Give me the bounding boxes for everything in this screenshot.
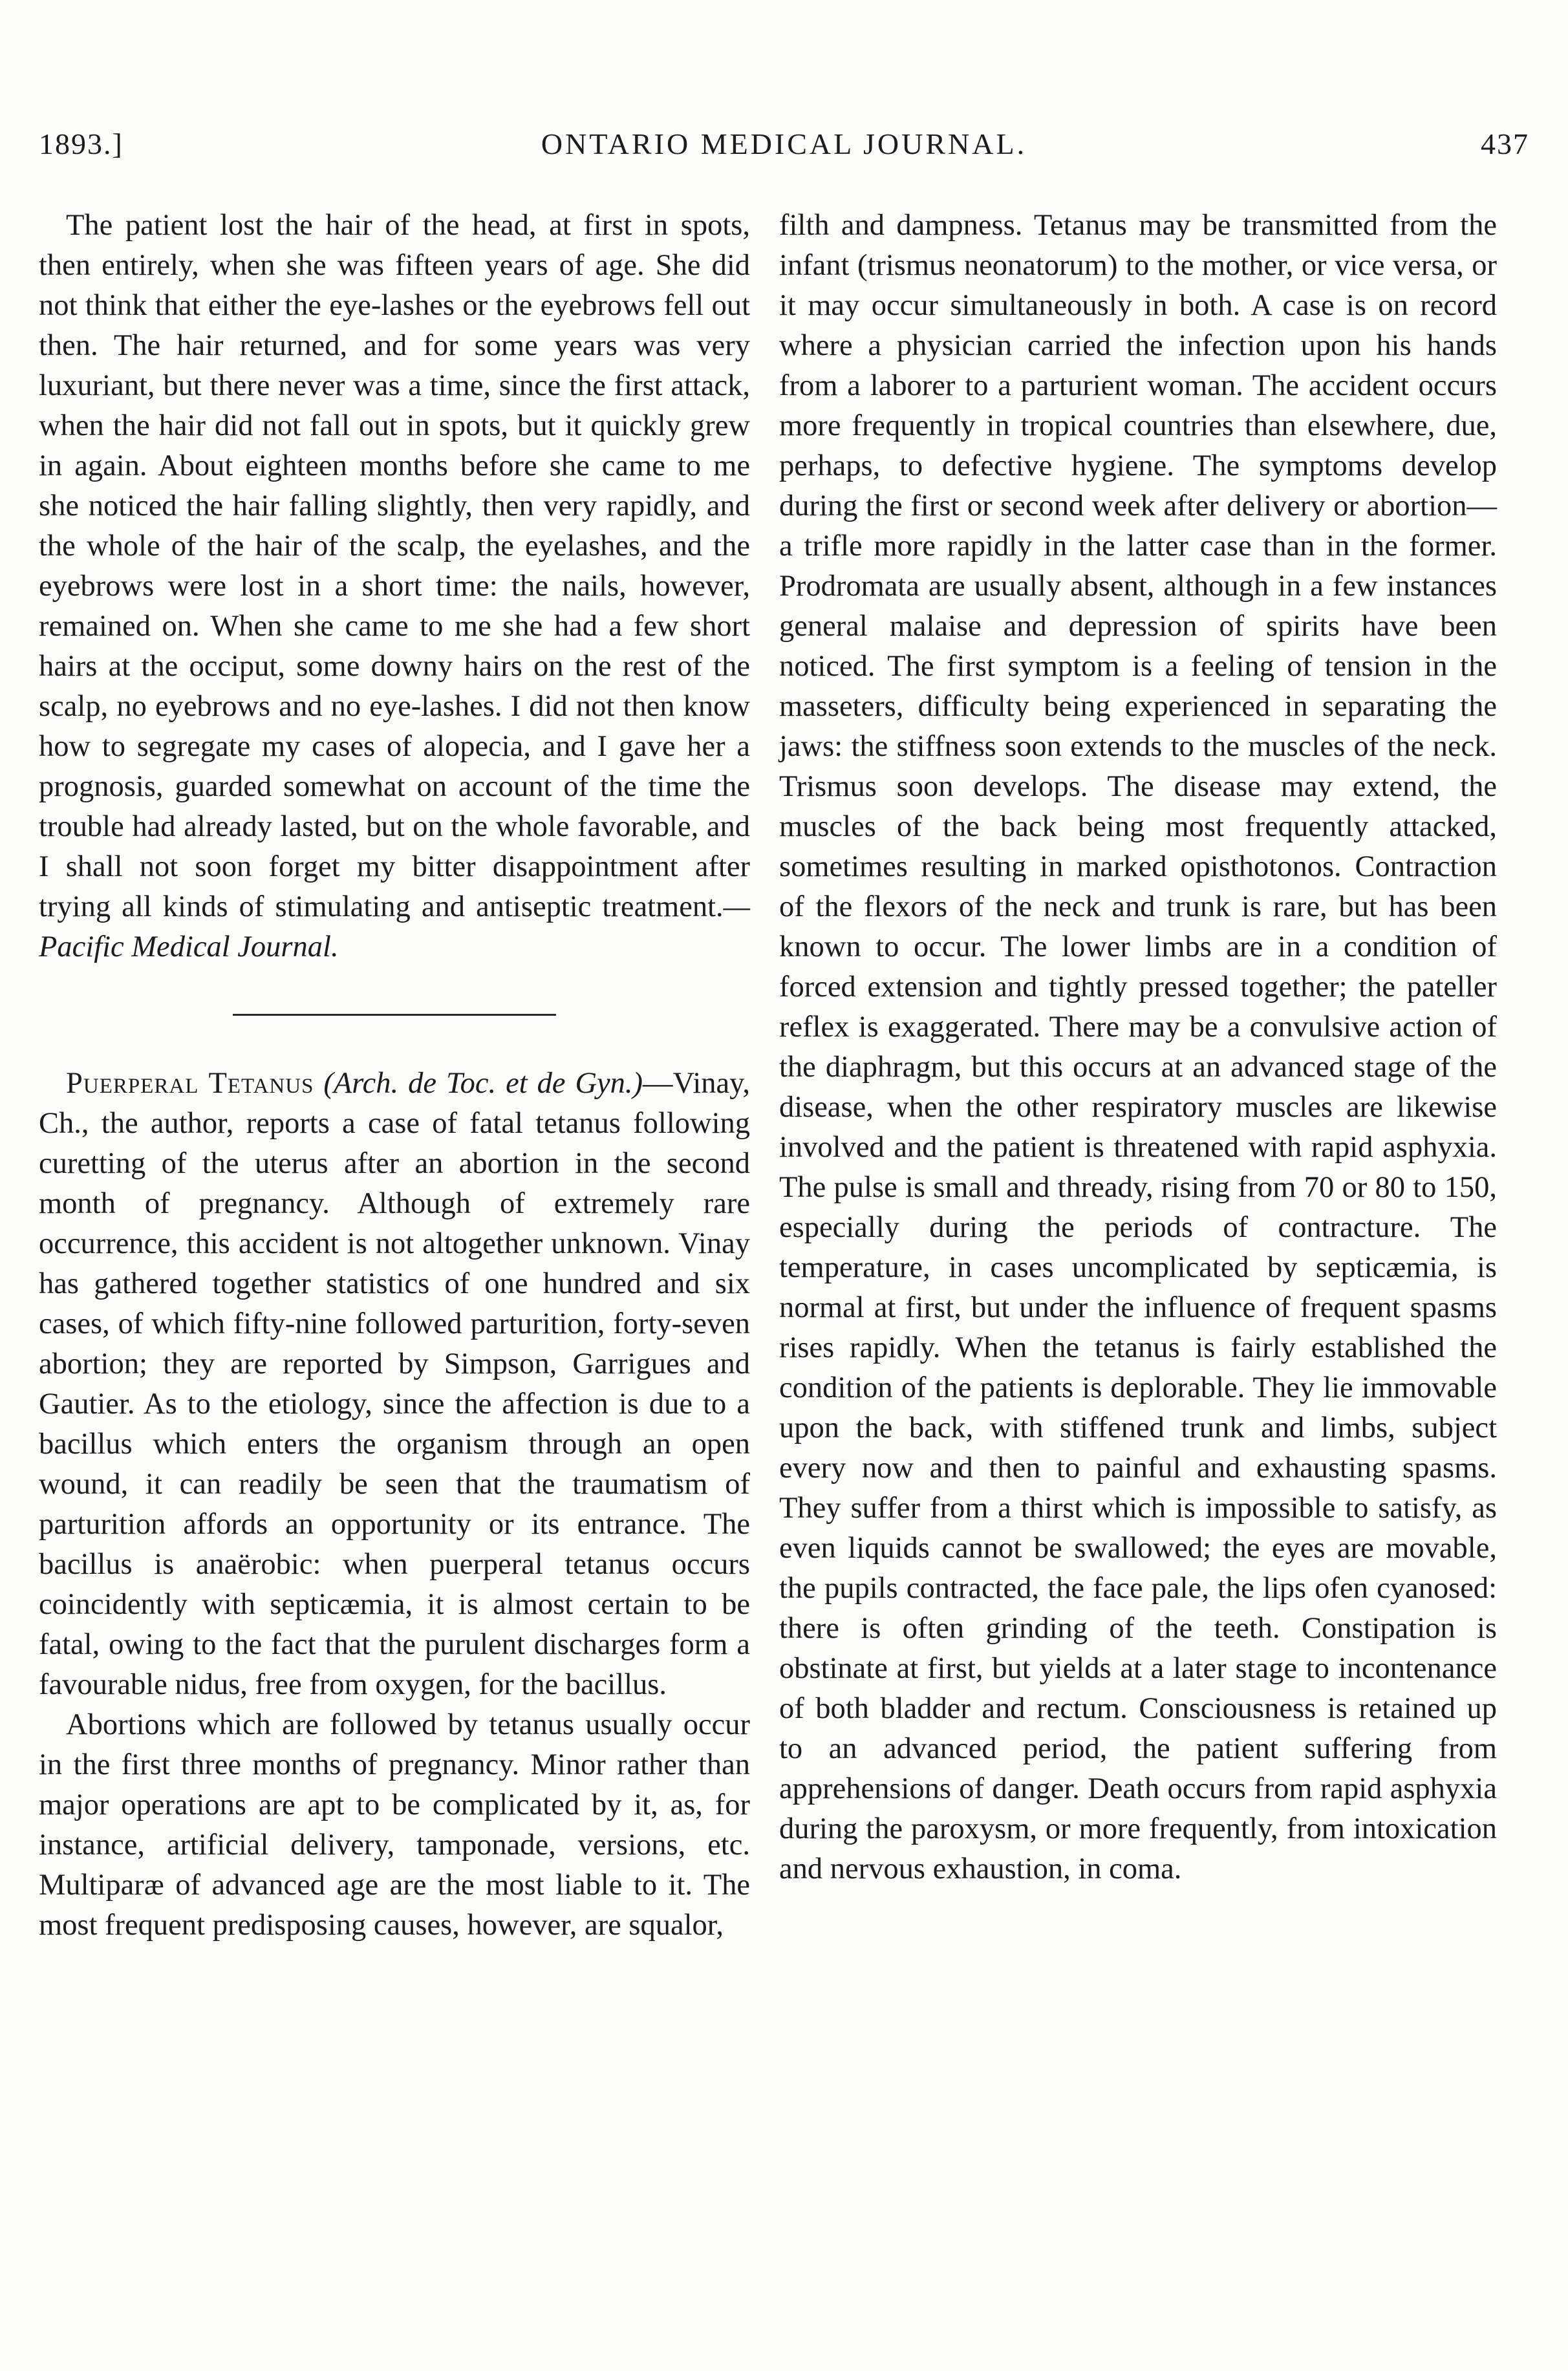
tetanus-continuation-paragraph: filth and dampness. Tetanus may be transmitted from the infant (trismus neonatorum) to the mother, or vice versa, or it may occur simultaneously in both. A case is on record where a physician carried the infection upon his hands from a laborer to a parturient woman. The accident occurs more frequently in tropical countries than elsewhere, due, perhaps, to defective hygiene. The symptoms develop during the first or second week after delivery or abortion—a trifle more rapidly in the latter case than in the former. Prodromata are usually absent, although in a few instances general malaise and depression of spirits have been noticed. The first symptom is a feeling of tension in the masseters, difficulty being experienced in separating the jaws: the stiffness soon extends to the muscles of the neck. Trismus soon develops. The disease may extend, the muscles of the back being most frequently attacked, sometimes resulting in marked opisthotonos. Contraction of the flexors of the neck and trunk is rare, but has been known to occur. The lower limbs are in a condition of forced extension and tightly pressed together; the pateller reflex is exaggerated. There may be a convulsive action of the diaphragm, but this occurs at an advanced stage of the disease, when the other respiratory muscles are likewise involved and the patient is threatened with rapid asphyxia. The pulse is small and thready, rising from 70 or 80 to 150, especially during the periods of contracture. The temperature, in cases uncomplicated by septicæmia, is normal at first, but under the influence of frequent spasms rises rapidly. When the tetanus is fairly established the condition of the patients is deplorable. They lie immovable upon the back, with stiffened trunk and limbs, subject every now and then to painful and exhausting spasms. They suffer from a thirst which is impossible to satisfy, as even liquids cannot be swallowed; the eyes are movable, the pupils contracted, the face pale, the lips ofen cyanosed: there is often grinding of the teeth. Constipation is obstinate at first, but yields at a later stage to incontenance of both bladder and rectum. Consciousness is retained up to an advanced period, the patient suffering from apprehensions of danger. Death occurs from rapid asphyxia during the paroxysm, or more frequently, from intoxication and nervous exhaustion, in coma. [779,209,1497,1885]
running-header [39,127,1529,166]
tetanus-intro-text: —Vinay, Ch., the author, reports a case of fatal tetanus following curetting of the uterus after an abortion in the second month of pregnancy. Although of extremely rare occurrence, this accident is not altogether unknown. Vinay has gathered together statistics of one hundred and six cases, of which fifty-nine followed parturition, forty-seven abortion; they are reported by Simpson, Garrigues and Gautier. As to the etiology, since the affection is due to a bacillus which enters the organism through an open wound, it can readily be seen that the traumatism of parturition affords an opportunity or its entrance. The bacillus is anaërobic: when puerperal tetanus occurs coincidently with septicæmia, it is almost certain to be fatal, owing to the fact that the purulent discharges form a favourable nidus, free from oxygen, for the bacillus. [39,1067,750,1701]
page-number: 437 [1481,127,1529,160]
section-divider [233,1014,556,1016]
article-title: Puerperal Tetanus [66,1067,314,1100]
alopecia-source: —Pacific Medical Journal. [39,890,750,963]
article-citation: (Arch. de Toc. et de Gyn.) [323,1067,643,1100]
journal-title: ONTARIO MEDICAL JOURNAL. [541,127,1027,160]
right-column [779,206,1497,1889]
tetanus-abortions-paragraph: Abortions which are followed by tetanus usually occur in the first three months of pregnancy. Minor rather than major operations are apt to be complicated by it, as, for instance, artificial delivery, tamponade, versions, etc. Multiparæ of advanced age are the most liable to it. The most frequent predisposing causes, however, are squalor, [39,1708,750,1942]
tetanus-intro-paragraph [39,1064,750,1705]
left-column [39,206,750,1946]
alopecia-paragraph [39,206,750,967]
alopecia-text: The patient lost the hair of the head, at first in spots, then entirely, when she was fifteen years of age. She did not think that either the eye-lashes or the eyebrows fell out then. The hair returned, and for some years was very luxuriant, but there never was a time, since the first attack, when the hair did not fall out in spots, but it quickly grew in again. About eighteen months before she came to me she noticed the hair falling slightly, then very rapidly, and the whole of the hair of the scalp, the eyelashes, and the eyebrows were lost in a short time: the nails, however, remained on. When she came to me she had a few short hairs at the occiput, some downy hairs on the rest of the scalp, no eyebrows and no eye-lashes. I did not then know how to segregate my cases of alopecia, and I gave her a prognosis, guarded somewhat on account of the time the trouble had already lasted, but on the whole favorable, and I shall not soon forget my bitter disappointment after trying all kinds of stimulating and antiseptic treatment. [39,209,750,923]
header-year: 1893.] [39,127,124,160]
